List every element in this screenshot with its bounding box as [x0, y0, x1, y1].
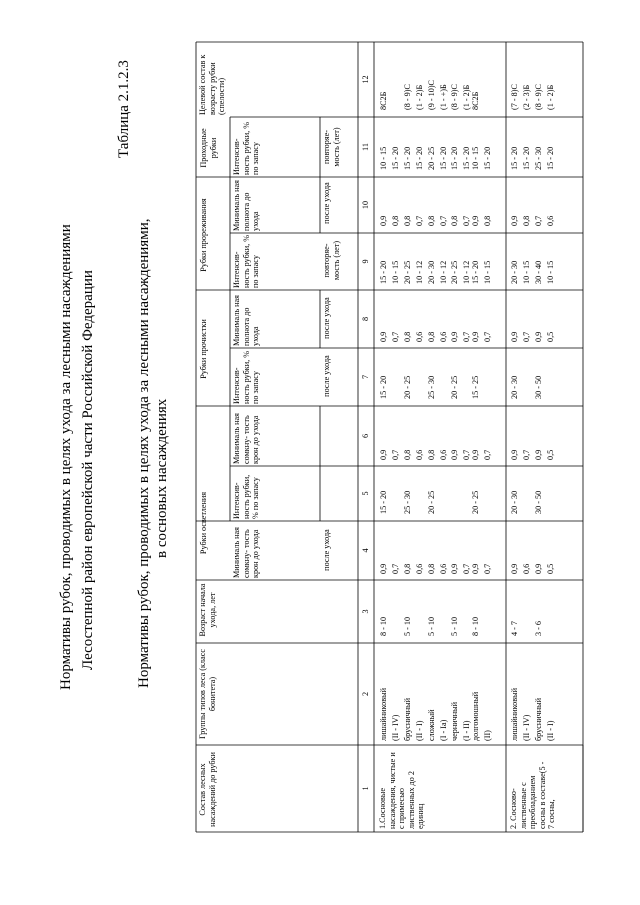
header-forest-types: Группы типов леса (класс бонитета) — [198, 649, 217, 739]
group2-col4: 0,9 0,6 0,9 0,5 — [510, 563, 555, 574]
group2-col12: (7 - 8)С (2 - 3)Б (8 - 9)С (1 - 2)Б — [510, 84, 555, 110]
group1-forest-types: лишайниковый (II - IV) брусничный (II - I) сложный (I - Iа) черничный (I - II) — [379, 688, 472, 741]
document-heading-line-2: Лесостепной район европейской части Российской Федерации — [80, 270, 96, 670]
group2-start-age: 4 - 7 3 - 6 — [510, 620, 543, 636]
col-number-11: 11 — [361, 143, 370, 151]
group2-col10: 0,9 0,8 0,7 0,6 — [510, 215, 555, 226]
group2-composition: 2. Сосново-лиственные с преобладанием сосны в составе(5 - 7 сосны, — [509, 761, 557, 829]
header-clearing: Рубки осветления — [199, 491, 208, 555]
group2-col7: 20 - 30 30 - 50 — [510, 375, 543, 399]
subheader-min-completeness-passage: Минималь ная полнота до ухода — [232, 180, 261, 231]
col-number-12: 12 — [361, 75, 370, 84]
subheader-intensity-cleaning: Интенсив- ность рубки, % по запасу — [232, 350, 261, 404]
group1b-col5: 20 - 25 — [471, 490, 480, 514]
group1b-col11: 10 - 15 15 - 20 — [471, 146, 492, 170]
group1-col10: 0,9 0,8 0,8 0,7 0,8 0,7 0,8 0,7 — [379, 215, 472, 226]
group1-col7: 15 - 20 20 - 25 25 - 30 20 - 25 — [379, 375, 460, 399]
header-start-age: Возраст начала ухода, лет — [198, 583, 217, 637]
group2-col6: 0,9 0,7 0,9 0,5 — [510, 449, 555, 460]
subheader-after-care-passage: после ухода — [322, 182, 331, 224]
header-thinning: Рубки прореживания — [199, 198, 208, 272]
col-number-7: 7 — [361, 374, 370, 380]
group1b-col6: 0,9 0,7 — [471, 449, 492, 460]
group1b-col9: 15 - 20 10 - 15 — [471, 260, 492, 284]
group2-col11: 15 - 20 15 - 20 25 - 30 15 - 20 — [510, 146, 555, 170]
document-heading-line-1: Нормативы рубок, проводимых в целях ухода за лесными насаждениями — [58, 224, 74, 690]
header-composition: Состав лесных насаждений до рубки — [198, 752, 217, 827]
col-number-5: 5 — [361, 491, 370, 496]
table-title-line-1: Нормативы рубок, проводимых в целях ухода за лесными насаждениями, — [136, 218, 152, 688]
group1b-col8: 0,9 0,7 — [471, 331, 492, 342]
table-title-line-2: в сосновых насаждениях — [154, 398, 170, 558]
header-target: Целевой состав к возрасту рубки (спелости) — [198, 54, 227, 115]
group1b-start-age: 8 - 10 — [471, 616, 480, 636]
subheader-min-density-clearing: Минималь ная сомкну- тость крон до ухода — [232, 527, 261, 578]
subheader-repeat-passage: повторяе- мость (лет) — [322, 127, 341, 167]
col-number-2: 2 — [361, 691, 370, 697]
col-number-8: 8 — [361, 316, 370, 322]
subheader-min-completeness-thinning: Минималь ная полнота до ухода — [232, 295, 261, 346]
group1-col5: 15 - 20 25 - 30 20 - 25 — [379, 490, 436, 514]
group2-col9: 20 - 30 10 - 15 30 - 40 10 - 15 — [510, 260, 555, 284]
subheader-after-care-cleaning: после ухода — [322, 355, 331, 397]
group1b-col12: 8С2Б — [471, 91, 480, 110]
group2-forest-types: лишайниковый (II - IV) брусничный (II - I) — [510, 688, 555, 741]
col-number-9: 9 — [361, 259, 370, 264]
group2-col5: 20 - 30 30 - 50 — [510, 490, 543, 514]
group1-composition: 1.Сосновые насаждения, чистые и с примесью лиственных до 2 единиц — [378, 752, 426, 829]
group2-col8: 0,9 0,7 0,9 0,5 — [510, 331, 555, 342]
group1-col4: 0,9 0,7 0,8 0,6 0,8 0,6 0,9 0,7 — [379, 563, 472, 574]
col-number-10: 10 — [361, 200, 370, 210]
table-number: Таблица 2.1.2.3 — [116, 60, 132, 158]
group1-col8: 0,9 0,7 0,8 0,6 0,8 0,6 0,9 0,7 — [379, 331, 472, 342]
group1b-col4: 0,9 0,7 — [471, 563, 492, 574]
group1-col11: 10 - 15 15 - 20 15 - 20 15 - 20 20 - 25 15 - 20 15 - 20 15 - 20 — [379, 146, 472, 170]
subheader-min-density-cleaning: Минималь ная сомкну- тость крон до ухода — [232, 413, 261, 464]
group1b-col7: 15 - 25 — [471, 375, 480, 399]
col-number-3: 3 — [361, 609, 370, 614]
subheader-after-care-thinning: после ухода — [322, 297, 331, 339]
subheader-after-care-clearing: после ухода — [322, 529, 331, 571]
col-number-6: 6 — [361, 433, 370, 439]
subheader-intensity-clearing: Интенсив- ность рубки, % по запасу — [232, 474, 261, 519]
col-number-4: 4 — [361, 548, 370, 553]
header-passage: Проходные рубки — [199, 128, 218, 168]
group1b-forest-types: долгомошный (II) — [471, 691, 492, 741]
subheader-repeat-thinning: повторяе- мость (лет) — [322, 240, 341, 281]
group1-start-age: 8 - 10 5 - 10 5 - 10 5 - 10 — [379, 616, 460, 636]
subheader-intensity-passage: Интенсив- ность рубки, % по запасу — [232, 121, 261, 175]
group1b-col10: 0,9 0,8 — [471, 215, 492, 226]
group1-col12: 8С2Б (8 - 9)С (1 - 2)Б (9 - 10)С (1 - +)Б (8 - 9)С (1 - 2)Б — [379, 79, 472, 110]
group1-col9: 15 - 20 10 - 15 20 - 25 10 - 12 20 - 30 10 - 12 20 - 25 10 - 12 — [379, 260, 472, 284]
col-number-1: 1 — [361, 786, 370, 791]
header-cleaning: Рубки прочистки — [199, 319, 208, 379]
group1-col6: 0,9 0,7 0,8 0,6 0,8 0,6 0,9 0,7 — [379, 449, 472, 460]
subheader-intensity-thinning: Интенсив- ность рубки, % по запасу — [232, 234, 261, 288]
